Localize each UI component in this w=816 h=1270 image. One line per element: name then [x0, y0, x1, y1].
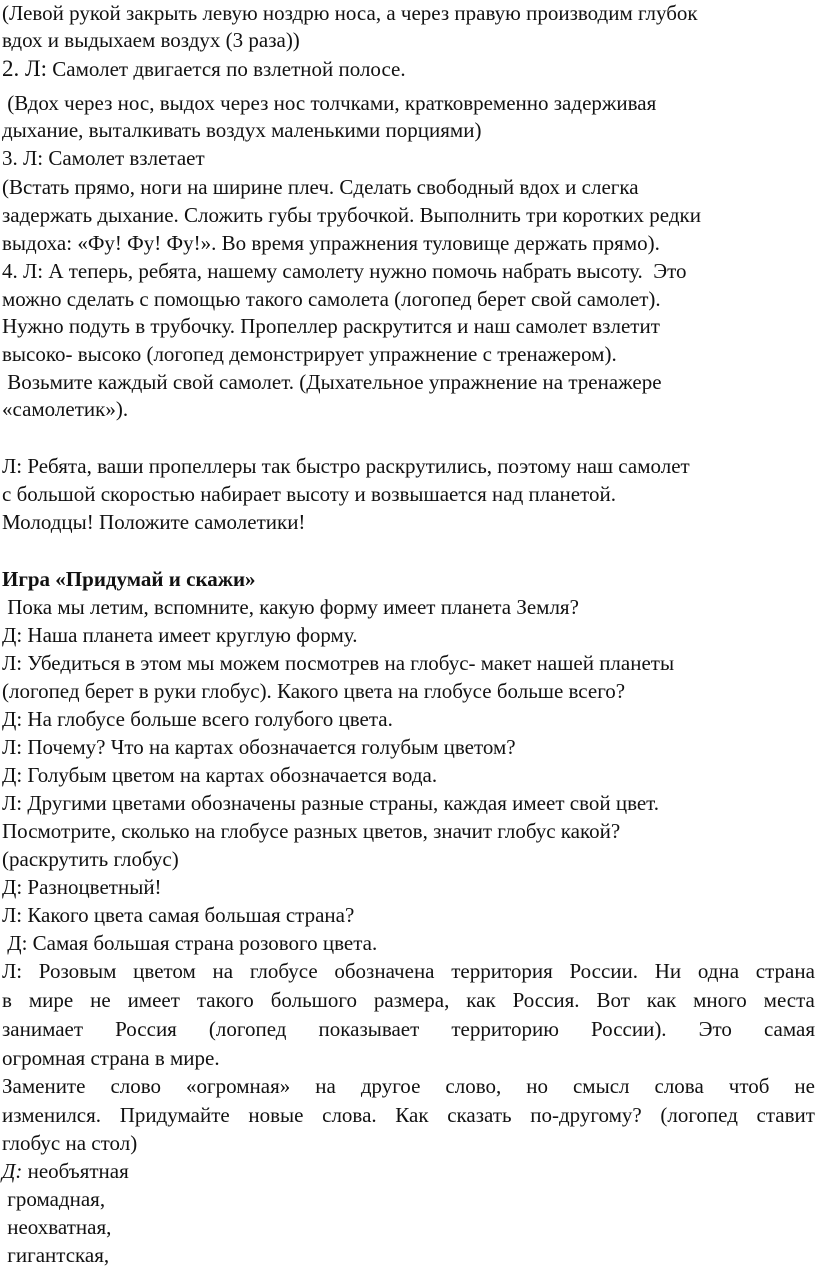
word: на: [212, 959, 234, 983]
word: слово,: [445, 1074, 502, 1098]
speaker-label: Д:: [2, 1159, 23, 1183]
word: Как: [395, 1103, 429, 1127]
text-line: гигантская,: [2, 1243, 110, 1267]
word: (логопед: [208, 1017, 287, 1041]
word: как: [646, 988, 677, 1012]
section-heading: Игра «Придумай и скажи»: [2, 567, 256, 591]
text-line: громадная,: [2, 1187, 106, 1211]
word: страна: [755, 959, 815, 983]
text-line: неохватная,: [2, 1215, 112, 1239]
word: места: [763, 988, 815, 1012]
word: в: [2, 988, 12, 1012]
justified-line: [2, 1102, 815, 1129]
word: такого: [196, 988, 254, 1012]
word: Л:: [2, 959, 23, 983]
text-line: (раскрутить глобус): [2, 847, 179, 871]
text-line: Д: Разноцветный!: [2, 875, 162, 899]
justified-line: [2, 1073, 815, 1100]
text-line: [2, 1158, 129, 1185]
text-fragment: Самолет двигается по взлетной полосе.: [47, 57, 406, 81]
text-line: Д: Голубым цветом на картах обозначается вода.: [2, 763, 438, 787]
text-line: Л: Какого цвета самая большая страна?: [2, 903, 355, 927]
word: но: [526, 1074, 548, 1098]
text-line: 3. Л: Самолет взлетает: [2, 146, 205, 170]
text-line: высоко- высоко (логопед демонстрирует упражнение с тренажером).: [2, 342, 617, 366]
word: много: [693, 988, 747, 1012]
text-line: дыхание, выталкивать воздух маленькими порциями): [2, 118, 482, 142]
text-line: можно сделать с помощью такого самолета (логопед берет свой самолет).: [2, 287, 661, 311]
text-line: Д: На глобусе больше всего голубого цвета.: [2, 707, 393, 731]
word: изменился.: [2, 1103, 102, 1127]
word: слова.: [322, 1103, 377, 1127]
word: «огромная»: [186, 1074, 291, 1098]
text-line: (Левой рукой закрыть левую ноздрю носа, а через правую производим глубок: [2, 1, 698, 25]
word: сказать: [447, 1103, 512, 1127]
justified-line: [2, 1016, 815, 1043]
text-line: Л: Почему? Что на картах обозначается голубым цветом?: [2, 735, 516, 759]
word: Вот: [596, 988, 630, 1012]
text-line: (Вдох через нос, выдох через нос толчками, кратковременно задерживая: [2, 91, 657, 115]
text-line: огромная страна в мире.: [2, 1046, 220, 1070]
text-line: Л: Другими цветами обозначены разные страны, каждая имеет свой цвет.: [2, 791, 660, 815]
word: Это: [698, 1017, 732, 1041]
word: новые: [248, 1103, 304, 1127]
word: слово: [110, 1074, 162, 1098]
text-line: Л: Убедиться в этом мы можем посмотрев на глобус- макет нашей планеты: [2, 651, 675, 675]
word: размера,: [373, 988, 450, 1012]
word: Придумайте: [119, 1103, 230, 1127]
text-line: «самолетик»).: [2, 397, 129, 421]
justified-line: [2, 958, 815, 985]
word: смысл: [572, 1074, 630, 1098]
text-line: вдох и выдыхаем воздух (3 раза)): [2, 28, 300, 52]
word: не: [794, 1074, 815, 1098]
text-line: Посмотрите, сколько на глобусе разных цветов, значит глобус какой?: [2, 819, 621, 843]
word: имеет: [127, 988, 180, 1012]
word: как: [466, 988, 496, 1012]
text-line: глобус на стол): [2, 1131, 138, 1155]
word: обозначена: [334, 959, 435, 983]
word: большого: [270, 988, 357, 1012]
text-line: Л: Ребята, ваши пропеллеры так быстро раскрутились, поэтому наш самолет: [2, 454, 690, 478]
word: другое: [360, 1074, 421, 1098]
word: самая: [763, 1017, 815, 1041]
word: (логопед: [660, 1103, 738, 1127]
word: глобусе: [249, 959, 318, 983]
word: России).: [591, 1017, 667, 1041]
text-line: (логопед берет в руки глобус). Какого цвета на глобусе больше всего?: [2, 679, 626, 703]
justified-line: [2, 987, 815, 1014]
word: Россия: [115, 1017, 177, 1041]
text-line: Д: Наша планета имеет круглую форму.: [2, 623, 358, 647]
word: слова: [654, 1074, 704, 1098]
word: России.: [569, 959, 639, 983]
word: одна: [697, 959, 740, 983]
text-line: Нужно подуть в трубочку. Пропеллер раскрутится и наш самолет взлетит: [2, 314, 660, 338]
word: занимает: [2, 1017, 84, 1041]
word: Россия.: [512, 988, 580, 1012]
word: территорию: [451, 1017, 559, 1041]
text-line: Д: Самая большая страна розового цвета.: [2, 931, 378, 955]
text-line: Возьмите каждый свой самолет. (Дыхательное упражнение на тренажере: [2, 370, 662, 394]
text-line: [2, 55, 406, 83]
word: Замените: [2, 1074, 86, 1098]
word: территория: [451, 959, 553, 983]
text-line: выдоха: «Фу! Фу! Фу!». Во время упражнения туловище держать прямо).: [2, 231, 660, 255]
text-line: Молодцы! Положите самолетики!: [2, 510, 306, 534]
word: цветом: [133, 959, 196, 983]
text-line: задержать дыхание. Сложить губы трубочкой. Выполнить три коротких редки: [2, 203, 701, 227]
word: по-другому?: [530, 1103, 642, 1127]
word: ставит: [756, 1103, 815, 1127]
word: мире: [28, 988, 74, 1012]
word: Розовым: [38, 959, 117, 983]
word: Ни: [654, 959, 682, 983]
word: чтоб: [728, 1074, 770, 1098]
text-line: (Встать прямо, ноги на ширине плеч. Сделать свободный вдох и слегка: [2, 175, 639, 199]
word: не: [90, 988, 111, 1012]
text-line: Пока мы летим, вспомните, какую форму имеет планета Земля?: [2, 595, 579, 619]
text-fragment: необъятная: [22, 1159, 129, 1183]
text-line: с большой скоростью набирает высоту и возвышается над планетой.: [2, 482, 616, 506]
word: показывает: [318, 1017, 420, 1041]
word: на: [315, 1074, 336, 1098]
text-line: 4. Л: А теперь, ребята, нашему самолету нужно помочь набрать высоту. Это: [2, 259, 687, 283]
speaker-label: 2. Л:: [2, 56, 47, 81]
